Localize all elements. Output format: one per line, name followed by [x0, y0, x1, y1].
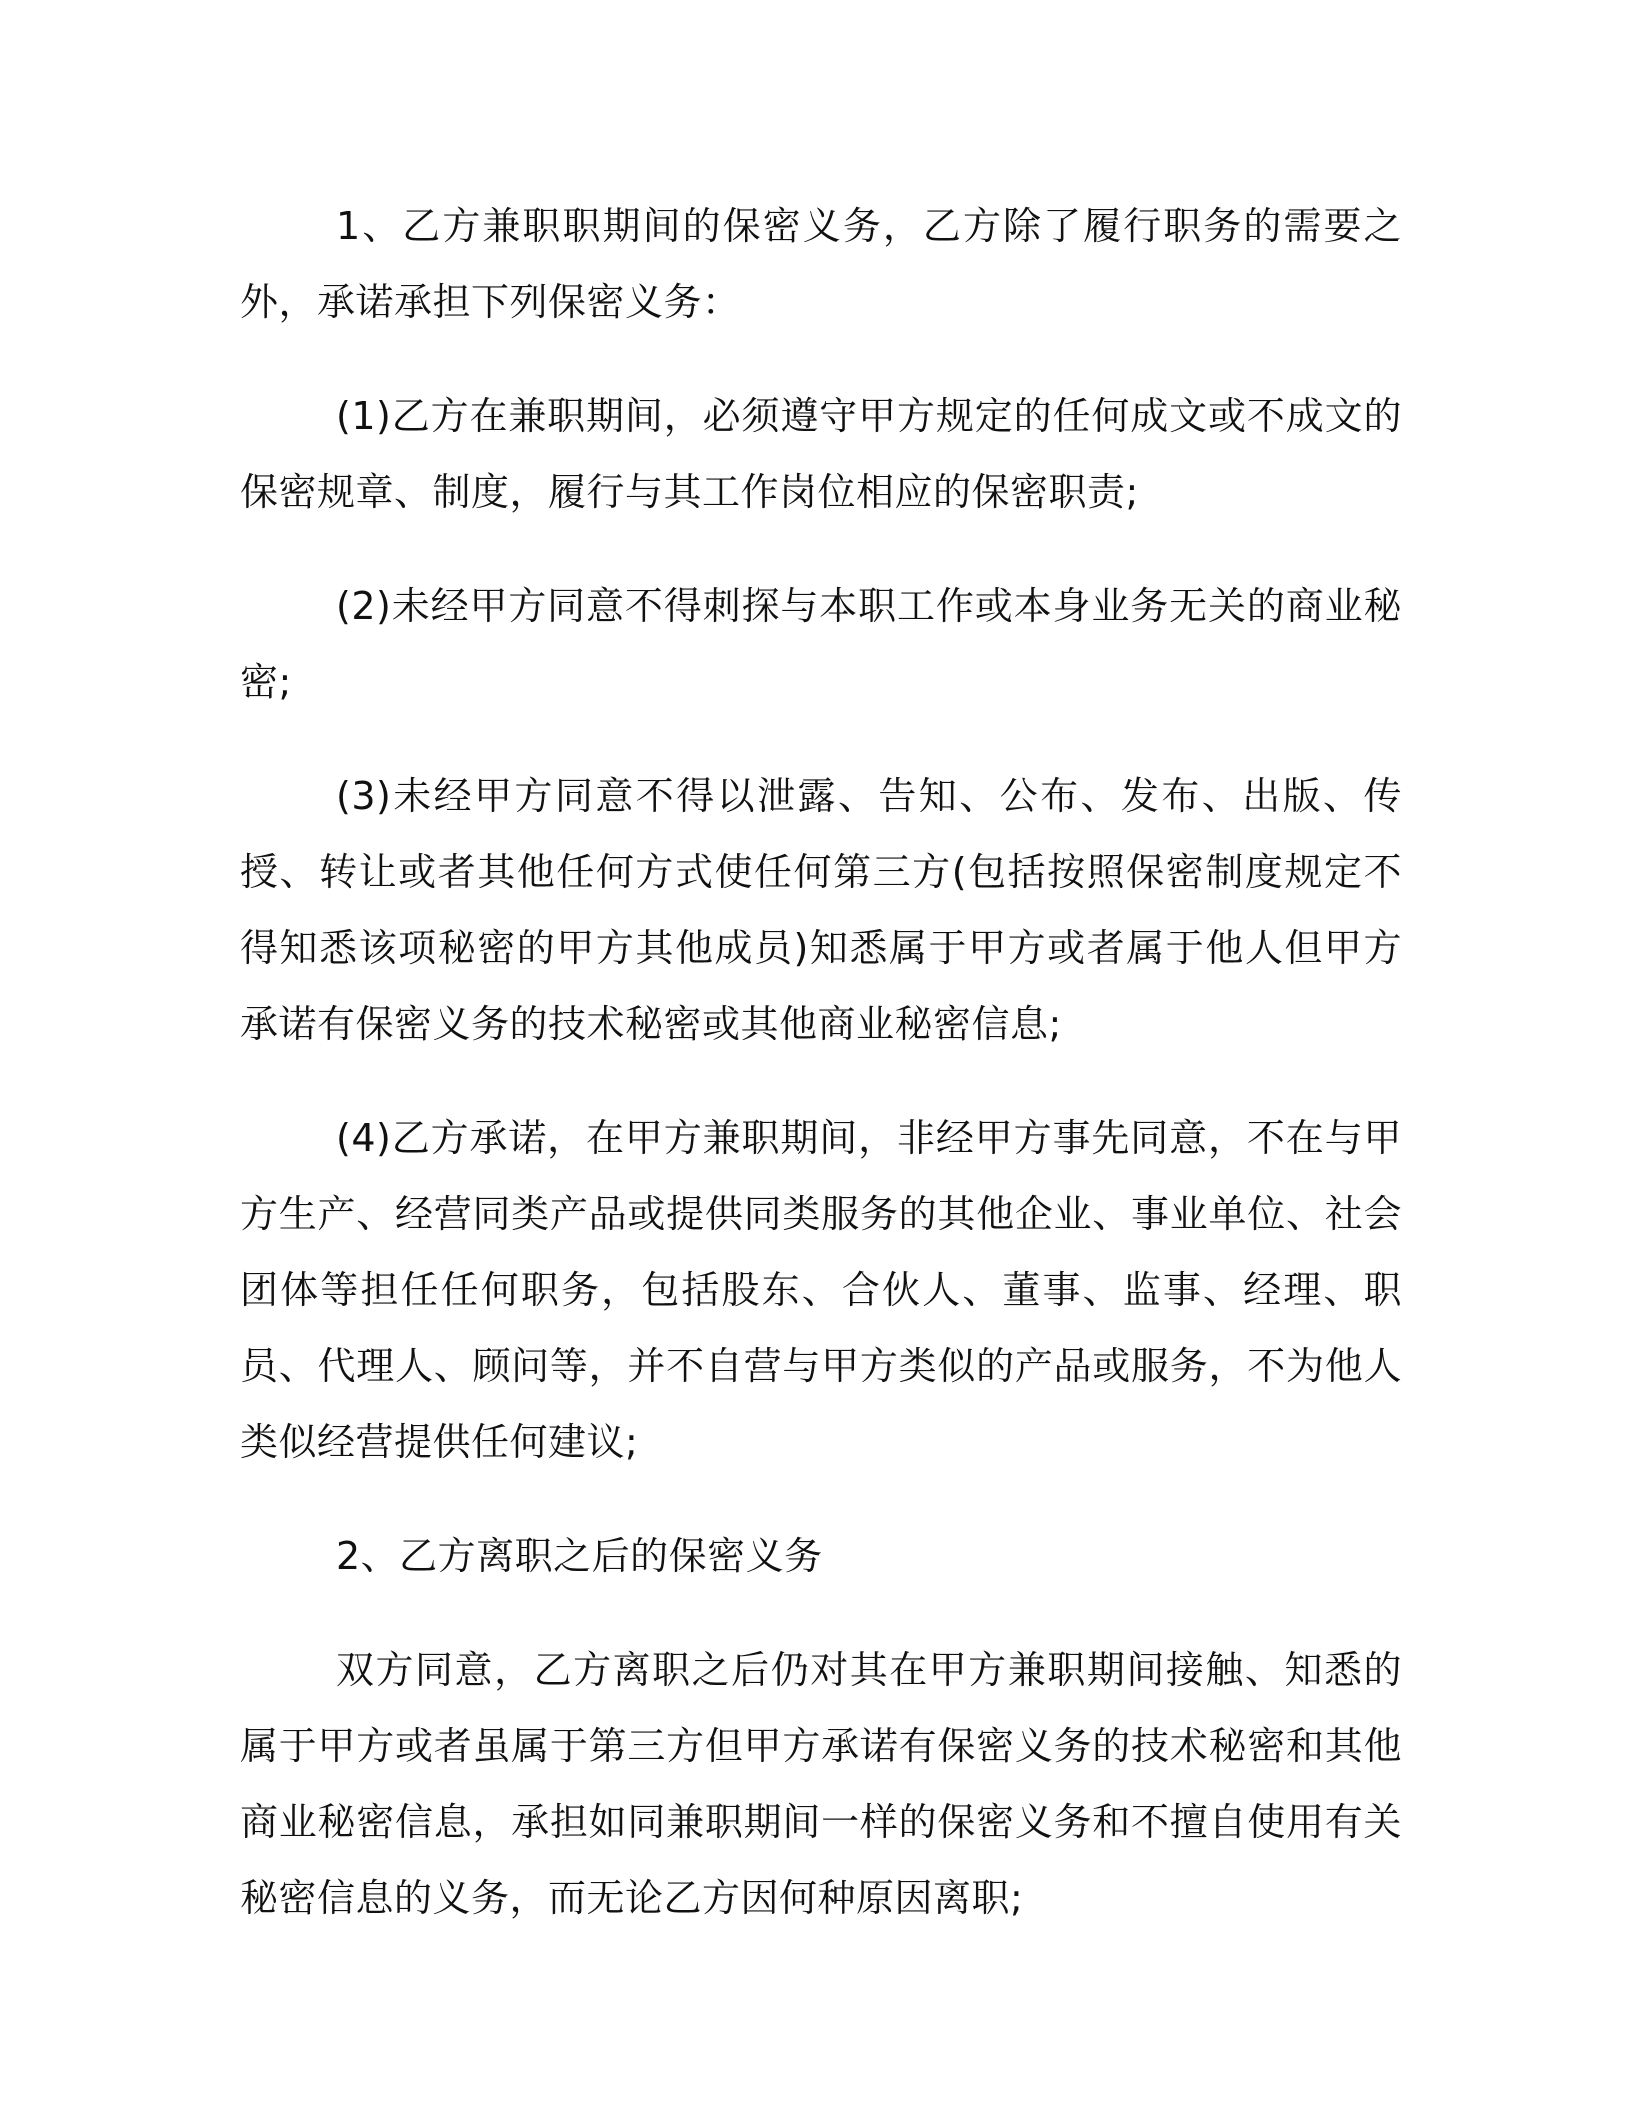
paragraph-clause-1-item-1: (1)乙方在兼职期间，必须遵守甲方规定的任何成文或不成文的保密规章、制度，履行与其工作岗位相应的保密职责;: [240, 394, 1402, 514]
paragraph-clause-1-item-2: (2)未经甲方同意不得刺探与本职工作或本身业务无关的商业秘密;: [240, 584, 1402, 704]
document-body: [240, 188, 1402, 1974]
paragraph-clause-1-item-3: (3)未经甲方同意不得以泄露、告知、公布、发布、出版、传授、转让或者其他任何方式使任何第三方(包括按照保密制度规定不得知悉该项秘密的甲方其他成员)知悉属于甲方或者属于他人但甲方承诺有保密义务的技术秘密或其他商业秘密信息;: [240, 774, 1402, 1046]
paragraph-clause-1-heading: 1、乙方兼职职期间的保密义务，乙方除了履行职务的需要之外，承诺承担下列保密义务：: [240, 204, 1402, 324]
paragraph-clause-2-body: 双方同意，乙方离职之后仍对其在甲方兼职期间接触、知悉的属于甲方或者虽属于第三方但甲方承诺有保密义务的技术秘密和其他商业秘密信息，承担如同兼职期间一样的保密义务和不擅自使用有关秘密信息的义务，而无论乙方因何种原因离职;: [240, 1648, 1402, 1920]
paragraph-clause-1-item-4: (4)乙方承诺，在甲方兼职期间，非经甲方事先同意，不在与甲方生产、经营同类产品或提供同类服务的其他企业、事业单位、社会团体等担任任何职务，包括股东、合伙人、董事、监事、经理、职员、代理人、顾问等，并不自营与甲方类似的产品或服务，不为他人类似经营提供任何建议;: [240, 1116, 1402, 1464]
paragraph-clause-2-heading: 2、乙方离职之后的保密义务: [336, 1534, 823, 1578]
